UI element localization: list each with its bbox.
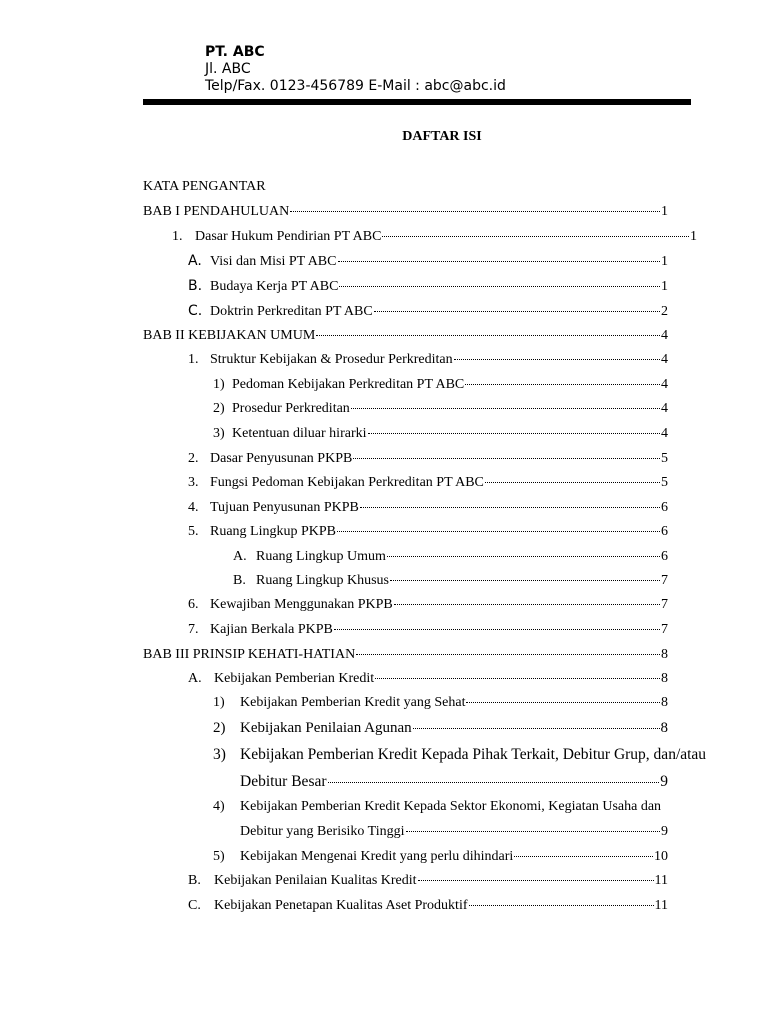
toc-title: Kewajiban Menggunakan PKPB: [210, 597, 393, 612]
toc-entry: [188, 872, 668, 890]
dot-leader: [406, 831, 660, 832]
toc-page-number: 8: [661, 671, 668, 686]
toc-number: A.: [233, 549, 247, 564]
toc-entry: [240, 823, 668, 841]
company-name: PT. ABC: [205, 44, 265, 60]
toc-title: Visi dan Misi PT ABC: [210, 254, 337, 269]
toc-number: 1.: [172, 229, 183, 244]
toc-number: 1): [213, 695, 225, 710]
toc-title: Doktrin Perkreditan PT ABC: [210, 304, 373, 319]
toc-title: Kebijakan Penilaian Kualitas Kredit: [214, 873, 417, 888]
toc-entry: [188, 351, 668, 369]
toc-entry: [172, 228, 697, 246]
toc-title: BAB III PRINSIP KEHATI-HATIAN: [143, 647, 356, 662]
toc-page-number: 11: [654, 873, 668, 888]
toc-entry: [213, 746, 706, 764]
header-rule: [143, 99, 691, 105]
toc-page-number: 9: [660, 773, 668, 790]
toc-page-number: 4: [661, 328, 668, 343]
toc-page-number: 9: [661, 824, 668, 839]
toc-title: Kebijakan Pemberian Kredit: [214, 671, 375, 686]
toc-title: Ruang Lingkup Khusus: [256, 573, 389, 588]
toc-entry: [233, 548, 668, 566]
toc-title: Ruang Lingkup Umum: [256, 549, 386, 564]
toc-page-number: 5: [661, 451, 668, 466]
toc-number: 3): [213, 426, 225, 441]
toc-title: Debitur yang Berisiko Tinggi: [240, 824, 405, 839]
dot-leader: [339, 286, 660, 287]
toc-entry: [213, 376, 668, 394]
toc-title: Budaya Kerja PT ABC: [210, 279, 339, 294]
dot-leader: [290, 211, 660, 212]
dot-leader: [390, 580, 660, 581]
toc-entry: [213, 719, 668, 737]
toc-number: 2): [213, 401, 225, 416]
toc-page-number: 10: [654, 849, 668, 864]
toc-title: Ketentuan diluar hirarki: [232, 426, 367, 441]
toc-title: Kebijakan Pemberian Kredit Kepada Sektor Ekonomi, Kegiatan Usaha dan: [240, 799, 662, 814]
dot-leader: [356, 654, 660, 655]
toc-title: Kebijakan Penilaian Agunan: [240, 720, 412, 736]
toc-number: C.: [188, 303, 203, 319]
toc-page-number: 4: [661, 352, 668, 367]
toc-entry: [188, 621, 668, 639]
toc-entry: [233, 572, 668, 590]
toc-page-number: 1: [661, 204, 668, 219]
toc-title: Struktur Kebijakan & Prosedur Perkreditan: [210, 352, 453, 367]
dot-leader: [316, 335, 660, 336]
toc-entry: [213, 798, 661, 816]
toc-page-number: 1: [690, 229, 697, 244]
dot-leader: [360, 507, 660, 508]
dot-leader: [514, 856, 653, 857]
document-title: DAFTAR ISI: [402, 129, 482, 144]
toc-title: Kebijakan Pemberian Kredit yang Sehat: [240, 695, 466, 710]
toc-title: Kebijakan Penetapan Kualitas Aset Produktif: [214, 898, 468, 913]
toc-page-number: 6: [661, 524, 668, 539]
toc-page-number: 6: [661, 500, 668, 515]
toc-number: B.: [233, 573, 246, 588]
toc-number: 7.: [188, 622, 199, 637]
toc-page-number: 1: [661, 254, 668, 269]
toc-page-number: 6: [661, 549, 668, 564]
toc-number: 1): [213, 377, 225, 392]
toc-entry: [213, 425, 668, 443]
toc-entry: [188, 897, 668, 915]
dot-leader: [413, 728, 660, 729]
toc-number: 1.: [188, 352, 199, 367]
toc-page-number: 7: [661, 573, 668, 588]
toc-number: 4): [213, 799, 225, 814]
toc-title: BAB II KEBIJAKAN UMUM: [143, 328, 316, 343]
dot-leader: [387, 556, 660, 557]
dot-leader: [469, 905, 654, 906]
dot-leader: [466, 702, 660, 703]
toc-page-number: 4: [661, 426, 668, 441]
dot-leader: [368, 433, 660, 434]
toc-entry: [188, 596, 668, 614]
dot-leader: [374, 311, 660, 312]
toc-entry: [143, 178, 266, 196]
toc-number: B.: [188, 278, 203, 294]
toc-entry: [188, 499, 668, 517]
toc-number: C.: [188, 898, 201, 913]
toc-number: 5): [213, 849, 225, 864]
toc-number: A.: [188, 671, 202, 686]
toc-number: 6.: [188, 597, 199, 612]
dot-leader: [351, 408, 660, 409]
dot-leader: [338, 261, 661, 262]
toc-title: Prosedur Perkreditan: [232, 401, 350, 416]
toc-title: Tujuan Penyusunan PKPB: [210, 500, 359, 515]
toc-page-number: 7: [661, 622, 668, 637]
toc-number: B.: [188, 873, 201, 888]
dot-leader: [337, 531, 660, 532]
toc-number: 4.: [188, 500, 199, 515]
dot-leader: [353, 458, 660, 459]
toc-entry: [188, 670, 668, 688]
toc-page-number: 7: [661, 597, 668, 612]
toc-entry: [213, 694, 668, 712]
toc-title: Pedoman Kebijakan Perkreditan PT ABC: [232, 377, 465, 392]
dot-leader: [454, 359, 660, 360]
toc-page-number: 2: [661, 304, 668, 319]
dot-leader: [485, 482, 660, 483]
toc-number: 2): [213, 720, 226, 736]
toc-title: Fungsi Pedoman Kebijakan Perkreditan PT ABC: [210, 475, 484, 490]
toc-entry: [240, 773, 668, 791]
dot-leader: [418, 880, 654, 881]
toc-page-number: 8: [660, 720, 668, 736]
toc-number: 2.: [188, 451, 199, 466]
toc-number: 3): [213, 746, 226, 763]
company-address: Jl. ABC: [205, 61, 251, 77]
toc-entry: [188, 450, 668, 468]
toc-page-number: 8: [661, 647, 668, 662]
toc-page-number: 11: [654, 898, 668, 913]
toc-entry: [213, 848, 668, 866]
toc-title: BAB I PENDAHULUAN: [143, 204, 290, 219]
toc-entry: [188, 277, 668, 295]
dot-leader: [375, 678, 660, 679]
dot-leader: [465, 384, 660, 385]
toc-title: Kebijakan Mengenai Kredit yang perlu dihindari: [240, 849, 514, 864]
toc-title: Dasar Penyusunan PKPB: [210, 451, 353, 466]
toc-entry: [188, 252, 668, 270]
toc-entry: [213, 400, 668, 418]
toc-number: A.: [188, 253, 202, 269]
company-contact: Telp/Fax. 0123-456789 E-Mail : abc@abc.id: [205, 78, 506, 94]
toc-title: Debitur Besar: [240, 773, 327, 790]
toc-entry: [143, 646, 668, 664]
toc-entry: [188, 474, 668, 492]
toc-page-number: 8: [661, 695, 668, 710]
toc-page-number: 1: [661, 279, 668, 294]
dot-leader: [382, 236, 689, 237]
toc-title: Kebijakan Pemberian Kredit Kepada Pihak Terkait, Debitur Grup, dan/atau: [240, 746, 707, 763]
toc-page-number: 5: [661, 475, 668, 490]
toc-title: KATA PENGANTAR: [143, 179, 266, 194]
letterhead: [205, 44, 506, 95]
toc-entry: [143, 327, 668, 345]
toc-title: Dasar Hukum Pendirian PT ABC: [195, 229, 382, 244]
toc-page-number: 4: [661, 401, 668, 416]
dot-leader: [334, 629, 660, 630]
toc-number: 5.: [188, 524, 199, 539]
toc-title: Kajian Berkala PKPB: [210, 622, 333, 637]
toc-entry: [188, 523, 668, 541]
toc-entry: [143, 203, 668, 221]
toc-page-number: 4: [661, 377, 668, 392]
dot-leader: [328, 782, 660, 783]
toc-title: Ruang Lingkup PKPB: [210, 524, 337, 539]
toc-number: 3.: [188, 475, 199, 490]
dot-leader: [394, 604, 660, 605]
toc-entry: [188, 302, 668, 320]
